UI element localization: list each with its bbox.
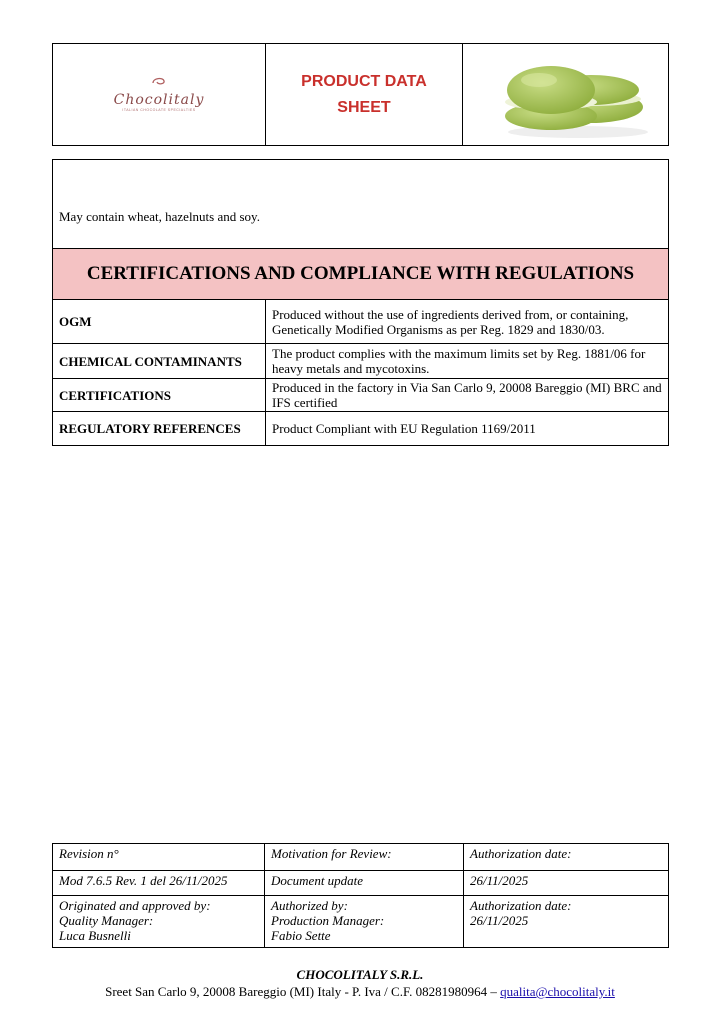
revision-number: Mod 7.6.5 Rev. 1 del 26/11/2025: [53, 871, 265, 896]
table-row: [53, 300, 669, 344]
authorization-date: 26/11/2025: [470, 913, 529, 928]
title-line-2: SHEET: [337, 98, 391, 116]
allergen-note: May contain wheat, hazelnuts and soy.: [53, 160, 669, 249]
row-value-regulatory: Product Compliant with EU Regulation 1169/2011: [266, 412, 669, 446]
authorized-by: [265, 896, 464, 948]
motivation-header: Motivation for Review:: [265, 844, 464, 871]
originated-by: [53, 896, 265, 948]
company-name: CHOCOLITALY S.R.L.: [296, 967, 424, 982]
row-label-chemical: CHEMICAL CONTAMINANTS: [53, 344, 266, 379]
logo-swirl-icon: [150, 75, 168, 87]
motivation-value: Document update: [265, 871, 464, 896]
logo-wordmark: Chocolitaly: [113, 91, 205, 108]
document-title: [265, 44, 462, 146]
authorization-date-cell: [464, 896, 669, 948]
page-footer: [0, 966, 720, 1000]
revision-data-row: [53, 871, 669, 896]
authorized-label: Authorized by:: [271, 898, 348, 913]
quality-manager-name: Luca Busnelli: [59, 928, 131, 943]
header-table: [52, 43, 669, 146]
logo-tagline: ITALIAN CHOCOLATE SPECIALTIES: [122, 107, 196, 112]
revision-header-row: [53, 844, 669, 871]
company-logo: [114, 74, 205, 112]
table-row: [53, 344, 669, 379]
row-value-certifications: Produced in the factory in Via San Carlo 9, 20008 Bareggio (MI) BRC and IFS certified: [266, 379, 669, 412]
authorization-date-label: Authorization date:: [470, 898, 572, 913]
row-label-ogm: OGM: [53, 300, 266, 344]
quality-manager-label: Quality Manager:: [59, 913, 154, 928]
authorization-date-value: 26/11/2025: [464, 871, 669, 896]
title-line-1: PRODUCT DATA: [301, 72, 427, 90]
revision-table: [52, 843, 669, 948]
row-value-ogm: Produced without the use of ingredients derived from, or containing, Genetically Modified Organisms as per Reg. 1829 and 1830/03.: [266, 300, 669, 344]
row-label-certifications: CERTIFICATIONS: [53, 379, 266, 412]
table-row: [53, 412, 669, 446]
logo-cell: [53, 44, 266, 146]
macaron-image: [463, 44, 668, 140]
allergen-row: [53, 160, 669, 249]
approval-row: [53, 896, 669, 948]
revision-header: Revision n°: [53, 844, 265, 871]
originated-label: Originated and approved by:: [59, 898, 211, 913]
email-link[interactable]: qualita@chocolitaly.it: [500, 984, 615, 999]
production-manager-label: Production Manager:: [271, 913, 385, 928]
company-address: [0, 983, 720, 1000]
section-heading: CERTIFICATIONS AND COMPLIANCE WITH REGULATIONS: [53, 249, 669, 300]
section-heading-row: [53, 249, 669, 300]
certifications-table: [52, 159, 669, 446]
authorization-date-header: Authorization date:: [464, 844, 669, 871]
product-image-cell: [462, 44, 668, 146]
row-value-chemical: The product complies with the maximum limits set by Reg. 1881/06 for heavy metals and mycotoxins.: [266, 344, 669, 379]
table-row: [53, 379, 669, 412]
row-label-regulatory: REGULATORY REFERENCES: [53, 412, 266, 446]
production-manager-name: Fabio Sette: [271, 928, 331, 943]
address-text: Sreet San Carlo 9, 20008 Bareggio (MI) Italy - P. Iva / C.F. 08281980964 –: [105, 984, 501, 999]
